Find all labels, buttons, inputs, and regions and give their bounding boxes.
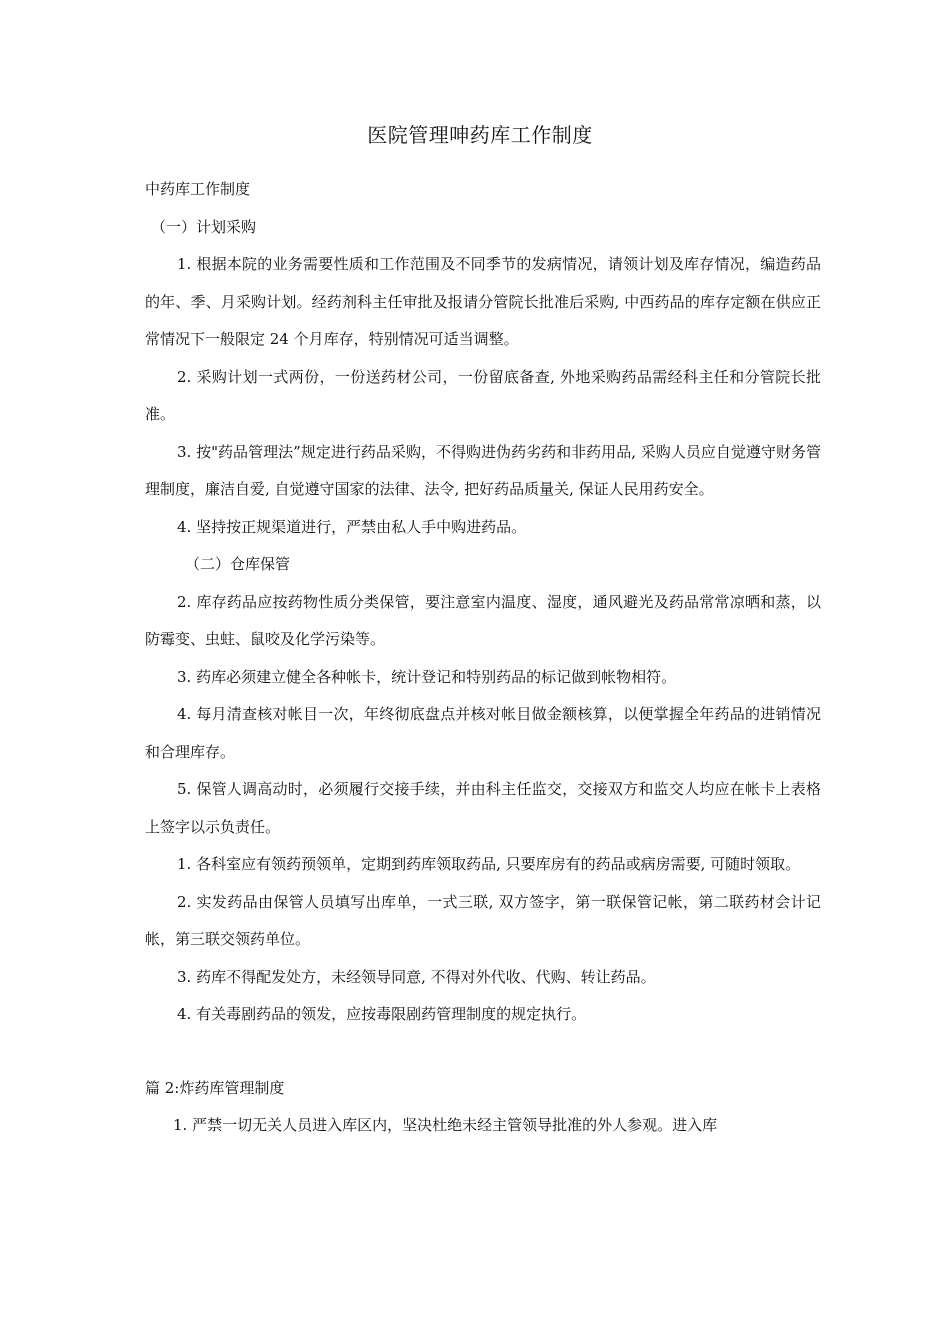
- part2-item-5: 1. 各科室应有领药预领单，定期到药库领取药品, 只要库房有的药品或病房需要, 可随时领取。: [177, 855, 801, 873]
- part1-item-3: 3. 按"药品管理法”规定进行药品采购，不得购进伪药劣药和非药用品, 采购人员应自觉遵守财务管理制度，廉洁自爱, 自觉遵守国家的法律、法令, 把好药品质量关, 保证人民用药安全。: [145, 442, 821, 498]
- section-heading: 中药库工作制度: [145, 180, 251, 198]
- part2-item-2: 3. 药库必须建立健全各种帐卡，统计登记和特别药品的标记做到帐物相符。: [177, 667, 677, 686]
- part1-item-1: 1. 根据本院的业务需要性质和工作范围及不同季节的发病情况，请领计划及库存情况，编造药品的年、季、月采购计划。经药剂科主任审批及报请分管院长批准后采购, 中西药品的库存定额在供应正常情况下一般限定 24 个月库存，特别情况可适当调整。: [145, 255, 821, 348]
- part2-item-7: 3. 药库不得配发处方，未经领导同意, 不得对外代收、代购、转让药品。: [177, 967, 656, 986]
- part2-heading: （二）仓库保管: [185, 555, 291, 573]
- document-title: 医院管理呻药库工作制度: [367, 123, 593, 147]
- part2-item-8: 4. 有关毒剧药品的领发，应按毒限剧药管理制度的规定执行。: [177, 1005, 587, 1023]
- part3-item-1: 1. 严禁一切无关人员进入库区内，坚决杜绝未经主管领导批准的外人参观。进入库: [173, 1116, 718, 1134]
- part2-item-6: 2. 实发药品由保管人员填写出库单，一式三联, 双方签字，第一联保管记帐，第二联药材会计记帐，第三联交领药单位。: [145, 892, 821, 948]
- part1-item-2: 2. 采购计划一式两份，一份送药材公司，一份留底备查, 外地采购药品需经科主任和分管院长批准。: [145, 367, 821, 423]
- part1-heading: （一）计划采购: [151, 217, 257, 236]
- part2-item-4: 5. 保管人调高动时，必须履行交接手续，并由科主任监交，交接双方和监交人均应在帐卡上表格上签字以示负责任。: [145, 780, 821, 836]
- part1-item-4: 4. 坚持按正规渠道进行，严禁由私人手中购进药品。: [177, 517, 527, 536]
- document-body: [145, 171, 821, 1145]
- part3-heading: 篇 2:炸药库管理制度: [145, 1078, 285, 1097]
- part2-item-1: 2. 库存药品应按药物性质分类保管，要注意室内温度、湿度，通风避光及药品常常凉晒和蒸，以防霉变、虫蛀、鼠咬及化学污染等。: [145, 592, 821, 648]
- part2-item-3: 4. 每月清查核对帐目一次，年终彻底盘点并核对帐目做金额核算，以便掌握全年药品的进销情况和合理库存。: [145, 705, 821, 761]
